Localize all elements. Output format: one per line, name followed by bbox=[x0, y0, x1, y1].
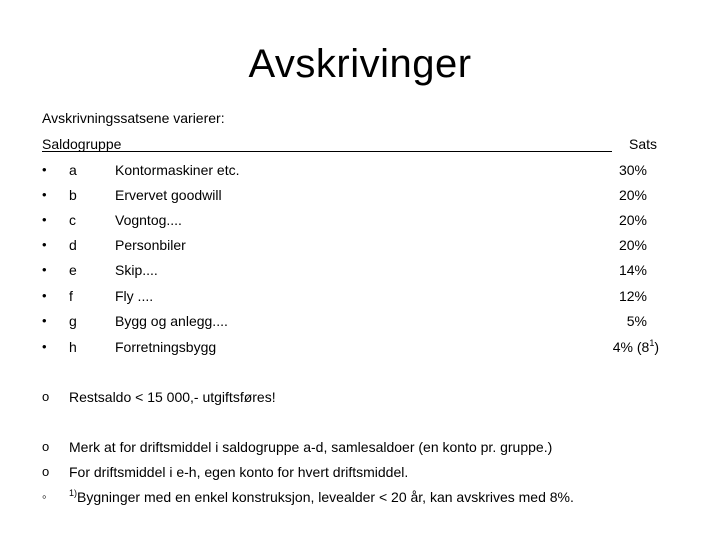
row-code: f bbox=[69, 288, 73, 304]
table-row bbox=[42, 339, 682, 361]
row-code: e bbox=[69, 262, 77, 278]
note-text: For driftsmiddel i e-h, egen konto for hvert driftsmiddel. bbox=[69, 464, 409, 480]
circle-bullet-icon: o bbox=[42, 389, 50, 404]
note-text-wrapper bbox=[69, 489, 574, 505]
row-code: g bbox=[69, 313, 77, 329]
table-header bbox=[42, 134, 657, 154]
rate-suffix: ) bbox=[654, 339, 659, 355]
row-rate: 14% bbox=[618, 262, 647, 278]
header-saldogruppe: Saldogruppe bbox=[42, 136, 122, 152]
row-rate: 5% bbox=[626, 313, 647, 329]
row-code: a bbox=[69, 162, 77, 178]
header-underline bbox=[42, 151, 612, 152]
row-code: d bbox=[69, 237, 77, 253]
row-description: Fly .... bbox=[115, 288, 154, 304]
table-row bbox=[42, 212, 682, 234]
bullet-icon: • bbox=[42, 262, 47, 277]
bullet-icon: • bbox=[42, 339, 47, 354]
header-sats: Sats bbox=[628, 136, 657, 152]
bullet-icon: • bbox=[42, 313, 47, 328]
bullet-icon: • bbox=[42, 212, 47, 227]
circle-bullet-icon: o bbox=[42, 439, 50, 454]
row-rate: 20% bbox=[618, 187, 647, 203]
table-row bbox=[42, 187, 682, 209]
row-description: Skip.... bbox=[115, 262, 158, 278]
table-row bbox=[42, 288, 682, 310]
table-row bbox=[42, 313, 682, 335]
rate-value: 4% (8 bbox=[612, 339, 650, 355]
row-rate bbox=[613, 339, 659, 355]
table-row bbox=[42, 262, 682, 284]
row-description: Personbiler bbox=[115, 237, 186, 253]
row-code: c bbox=[69, 212, 76, 228]
note-text: Restsaldo < 15 000,- utgiftsføres! bbox=[69, 389, 276, 405]
row-description: Vogntog.... bbox=[115, 212, 182, 228]
row-description: Kontormaskiner etc. bbox=[115, 162, 240, 178]
note-text: Merk at for driftsmiddel i saldogruppe a-d, samlesaldoer (en konto pr. gruppe.) bbox=[69, 439, 553, 455]
bullet-icon: • bbox=[42, 187, 47, 202]
intro-text: Avskrivningssatsene varierer: bbox=[42, 110, 225, 126]
bullet-icon: • bbox=[42, 162, 47, 177]
row-description: Ervervet goodwill bbox=[115, 187, 222, 203]
row-code: b bbox=[69, 187, 77, 203]
bullet-icon: • bbox=[42, 288, 47, 303]
footnote-marker: 1) bbox=[69, 488, 78, 498]
circle-bullet-icon: o bbox=[42, 464, 50, 479]
row-rate: 20% bbox=[618, 237, 647, 253]
row-code: h bbox=[69, 339, 77, 355]
row-rate: 12% bbox=[618, 288, 647, 304]
row-rate: 20% bbox=[618, 212, 647, 228]
table-row bbox=[42, 162, 682, 184]
slide-title: Avskrivinger bbox=[248, 42, 472, 86]
row-rate: 30% bbox=[618, 162, 647, 178]
row-description: Forretningsbygg bbox=[115, 339, 217, 355]
bullet-icon: • bbox=[42, 237, 47, 252]
table-row bbox=[42, 237, 682, 259]
footnote-marker: 1 bbox=[649, 338, 655, 348]
row-description: Bygg og anlegg.... bbox=[115, 313, 228, 329]
note-text: Bygninger med en enkel konstruksjon, levealder < 20 år, kan avskrives med 8%. bbox=[77, 489, 574, 505]
circle-bullet-icon: ◦ bbox=[42, 489, 47, 504]
